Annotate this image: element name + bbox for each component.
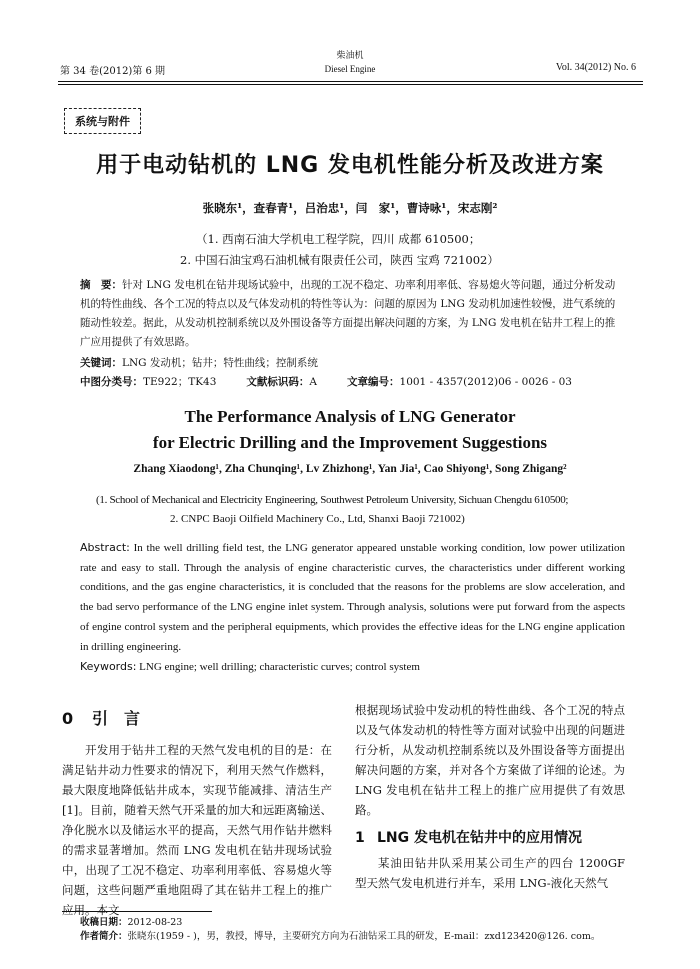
footnote-author-bio xyxy=(80,928,600,942)
received-date: 2012-08-23 xyxy=(127,917,183,928)
clc-value: TE922；TK43 xyxy=(143,376,217,388)
received-label: 收稿日期： xyxy=(80,917,128,928)
header-rule xyxy=(58,81,643,82)
abstract-cn-label: 摘 要： xyxy=(80,279,122,291)
doc-code-value: A xyxy=(309,376,318,388)
section-0-number: 0 xyxy=(62,709,74,728)
abstract-cn-text: 针对 LNG 发电机在钻井现场试验中，出现的工况不稳定、功率利用率低、容易熄火等问题，通过分析发动机的特性曲线、各个工况的特点以及气体发动机的特性等认为：问题的原因为 LNG 发动机加速性较慢，进气系统的随动性较差。据此，从发动机控制系统以及外围设备等方面提出解决问题的方案，为 LNG 发电机在钻井工程上的推广应用提供了有效思路。 xyxy=(80,279,616,348)
clc-label: 中图分类号： xyxy=(80,376,143,388)
section-1-number: 1 xyxy=(355,830,365,846)
abstract-en xyxy=(80,538,625,657)
authors-en: Zhang Xiaodong¹, Zha Chunqing¹, Lv Zhizhong¹, Yan Jia¹, Cao Shiyong¹, Song Zhigang² xyxy=(133,463,567,475)
section-1-body: 某油田钻井队采用某公司生产的四台 1200GF 型天然气发电机进行并车，采用 LNG-液化天然气 xyxy=(355,856,625,890)
keywords-cn xyxy=(80,354,620,373)
keywords-en xyxy=(80,660,420,673)
bio-text: 张晓东(1959 - )，男，教授，博导，主要研究方向为石油钻采工具的研发，E-mail：zxd123420@126. com。 xyxy=(127,931,601,942)
affiliation-en-1: (1. School of Mechanical and Electricity Engineering, Southwest Petroleum University, Sichuan Chengdu 610500; xyxy=(96,494,569,506)
article-number-value: 1001 - 4357(2012)06 - 0026 - 03 xyxy=(399,376,572,388)
bio-label: 作者简介： xyxy=(80,931,128,942)
paper-title-en xyxy=(0,404,700,456)
section-0-body: 开发用于钻井工程的天然气发电机的目的是：在满足钻井动力性要求的情况下，利用天然气作燃料，最大限度地降低钻井成本，实现节能减排、清洁生产[1]。目前，随着天然气开采量的加大和远距离输送、净化脱水以及储运水平的提高，天然气用作钻井燃料的需求显著增加。然而 LNG 发电机在钻井现场试验中，出现了工况不稳定、功率利用率低、容易熄火等问题，这些问题严重地阻碍了其在钻井工程上的推广应用。本文 xyxy=(62,743,332,917)
classification-line xyxy=(80,373,620,392)
affiliation-cn-1: （1. 西南石油大学机电工程学院，四川 成都 610500； xyxy=(196,232,481,246)
section-1-heading xyxy=(355,827,582,847)
section-0-heading xyxy=(62,706,140,729)
keywords-cn-text: LNG 发动机；钻井；特性曲线；控制系统 xyxy=(122,357,318,369)
section-1-title: LNG 发电机在钻井中的应用情况 xyxy=(377,830,583,846)
abstract-cn xyxy=(80,276,620,352)
header-volume: 第 34 卷(2012)第 6 期 xyxy=(60,66,166,77)
footnote-rule xyxy=(62,911,212,912)
affiliation-cn-2: 2. 中国石油宝鸡石油机械有限责任公司，陕西 宝鸡 721002） xyxy=(180,253,499,267)
section-tag: 系统与附件 xyxy=(64,108,141,134)
keywords-en-text: LNG engine; well drilling; characteristic curves; control system xyxy=(139,661,420,673)
authors-cn: 张晓东¹，查春青¹，吕治忠¹，闫 家¹，曹诗咏¹，宋志刚² xyxy=(202,201,498,215)
header-rule-thin xyxy=(58,84,643,85)
keywords-en-label: Keywords: xyxy=(80,660,137,673)
header-volume-en: Vol. 34(2012) No. 6 xyxy=(555,62,636,73)
paper-title-cn: 用于电动钻机的 LNG 发电机性能分析及改进方案 xyxy=(96,153,604,178)
abstract-en-text: In the well drilling field test, the LNG generator appeared unstable working condition, low power utilization rate and easy to stall. Through the analysis of engine characteristic curves, the characteristics under different working conditions, and the gas engine characteristics, it is concluded that the reasons for the problems are slow acceleration, and the bad servo performance of the LNG engine inlet system. Through analysis, solutions were put forward from the aspects of engine control system and the peripheral equipments, which provides the effective ideas for the LNG engine application in drilling engineering. xyxy=(80,542,626,653)
paper-title-en-line-2: for Electric Drilling and the Improvement Suggestions xyxy=(152,433,548,452)
footnote-received xyxy=(80,914,182,928)
paper-title-en-line-1: The Performance Analysis of LNG Generator xyxy=(184,407,516,426)
affiliation-en-2: 2. CNPC Baoji Oilfield Machinery Co., Ltd, Shanxi Baoji 721002) xyxy=(170,513,465,525)
intro-continuation: 根据现场试验中发动机的特性曲线、各个工况的特点以及气体发动机的特性等方面对试验中出现的问题进行分析，从发动机控制系统以及外围设备等方面提出解决问题的方案，并对各个方案做了详细的论述。为 LNG 发电机在钻井工程上的推广应用提供了有效思路。 xyxy=(355,703,625,817)
header-journal-cn: 柴油机 xyxy=(336,51,364,61)
abstract-en-label: Abstract: xyxy=(80,541,130,554)
header-journal-en: Diesel Engine xyxy=(324,64,376,74)
article-number-label: 文章编号： xyxy=(347,376,400,388)
doc-code-label: 文献标识码： xyxy=(246,376,310,388)
section-0-title: 引 言 xyxy=(92,709,141,728)
keywords-cn-label: 关键词： xyxy=(80,357,122,369)
